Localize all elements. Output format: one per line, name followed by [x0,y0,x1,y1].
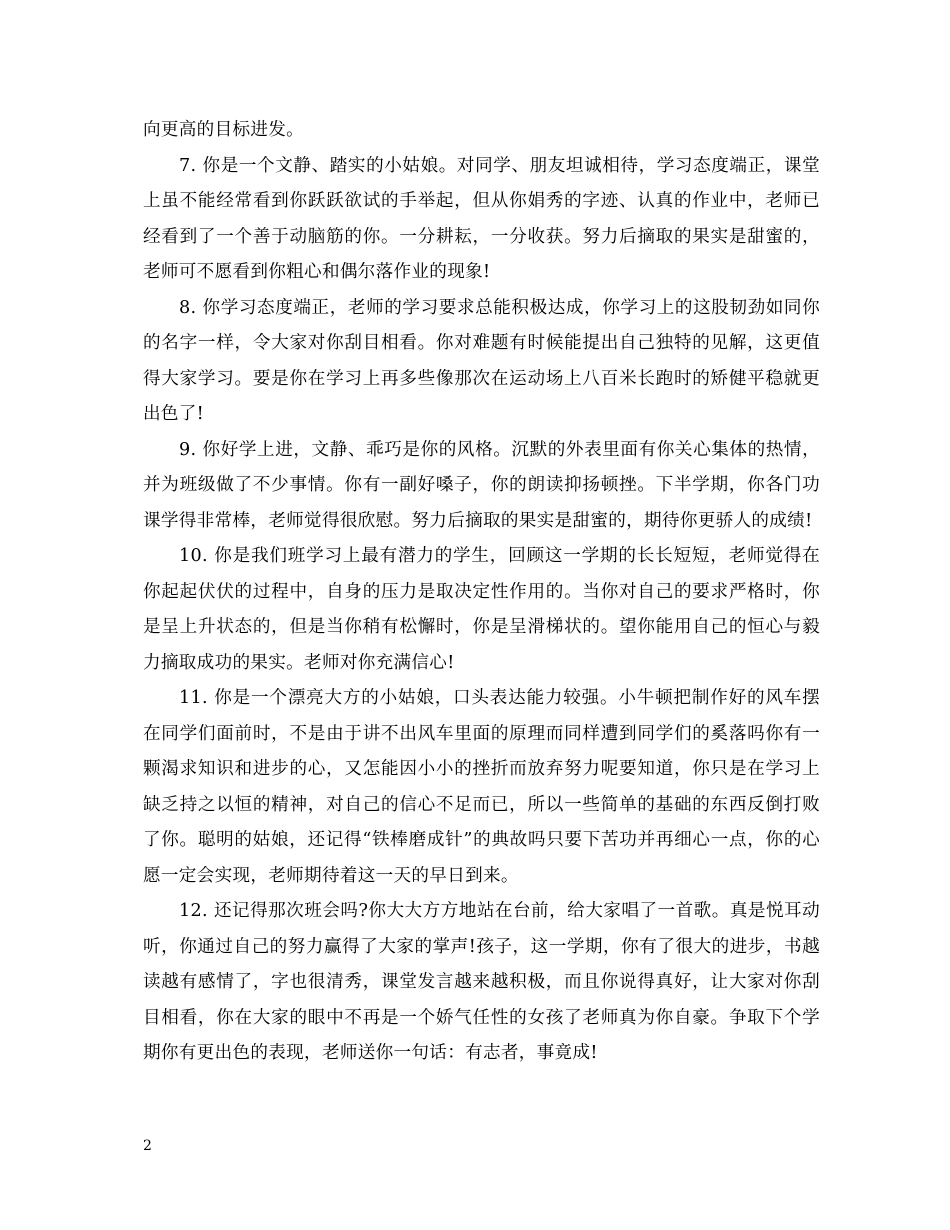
paragraph-continuation: 向更高的目标进发。 [143,120,305,140]
paragraph-item-7: 7. 你是一个文静、踏实的小姑娘。对同学、朋友坦诚相待，学习态度端正，课堂上虽不能经常看到你跃跃欲试的手举起，但从你娟秀的字迹、认真的作业中，老师已经看到了一个善于动脑筋的你。一分耕耘，一分收获。努力后摘取的果实是甜蜜的，老师可不愿看到你粗心和偶尔落作业的现象! [143,155,820,282]
page-number: 2 [143,1138,152,1154]
document-body [143,113,820,1072]
paragraph-item-8: 8. 你学习态度端正，老师的学习要求总能积极达成，你学习上的这股韧劲如同你的名字一样，令大家对你刮目相看。你对难题有时候能提出自己独特的见解，这更值得大家学习。要是你在学习上再多些像那次在运动场上八百米长跑时的矫健平稳就更出色了! [143,297,820,424]
paragraph-item-9: 9. 你好学上进，文静、乖巧是你的风格。沉默的外表里面有你关心集体的热情，并为班级做了不少事情。你有一副好嗓子，你的朗读抑扬顿挫。下半学期，你各门功课学得非常棒，老师觉得很欣慰。努力后摘取的果实是甜蜜的，期待你更骄人的成绩! [143,439,820,531]
paragraph-item-11: 11. 你是一个漂亮大方的小姑娘，口头表达能力较强。小牛顿把制作好的风车摆在同学们面前时，不是由于讲不出风车里面的原理而同样遭到同学们的奚落吗你有一颗渴求知识和进步的心，又怎能因小小的挫折而放弃努力呢要知道，你只是在学习上缺乏持之以恒的精神，对自己的信心不足而已，所以一些简单的基础的东西反倒打败了你。聪明的姑娘，还记得“铁棒磨成针”的典故吗只要下苦功并再细心一点，你的心愿一定会实现，老师期待着这一天的早日到来。 [143,688,820,886]
paragraph-item-10: 10. 你是我们班学习上最有潜力的学生，回顾这一学期的长长短短，老师觉得在你起起伏伏的过程中，自身的压力是取决定性作用的。当你对自己的要求严格时，你是呈上升状态的，但是当你稍有松懈时，你是呈滑梯状的。望你能用自己的恒心与毅力摘取成功的果实。老师对你充满信心! [143,546,820,673]
paragraph-item-12: 12. 还记得那次班会吗?你大大方方地站在台前，给大家唱了一首歌。真是悦耳动听，你通过自己的努力赢得了大家的掌声!孩子，这一学期，你有了很大的进步，书越读越有感情了，字也很清秀，课堂发言越来越积极，而且你说得真好，让大家对你刮目相看，你在大家的眼中不再是一个娇气任性的女孩了老师真为你自豪。争取下个学期你有更出色的表现，老师送你一句话：有志者，事竟成! [143,901,820,1063]
